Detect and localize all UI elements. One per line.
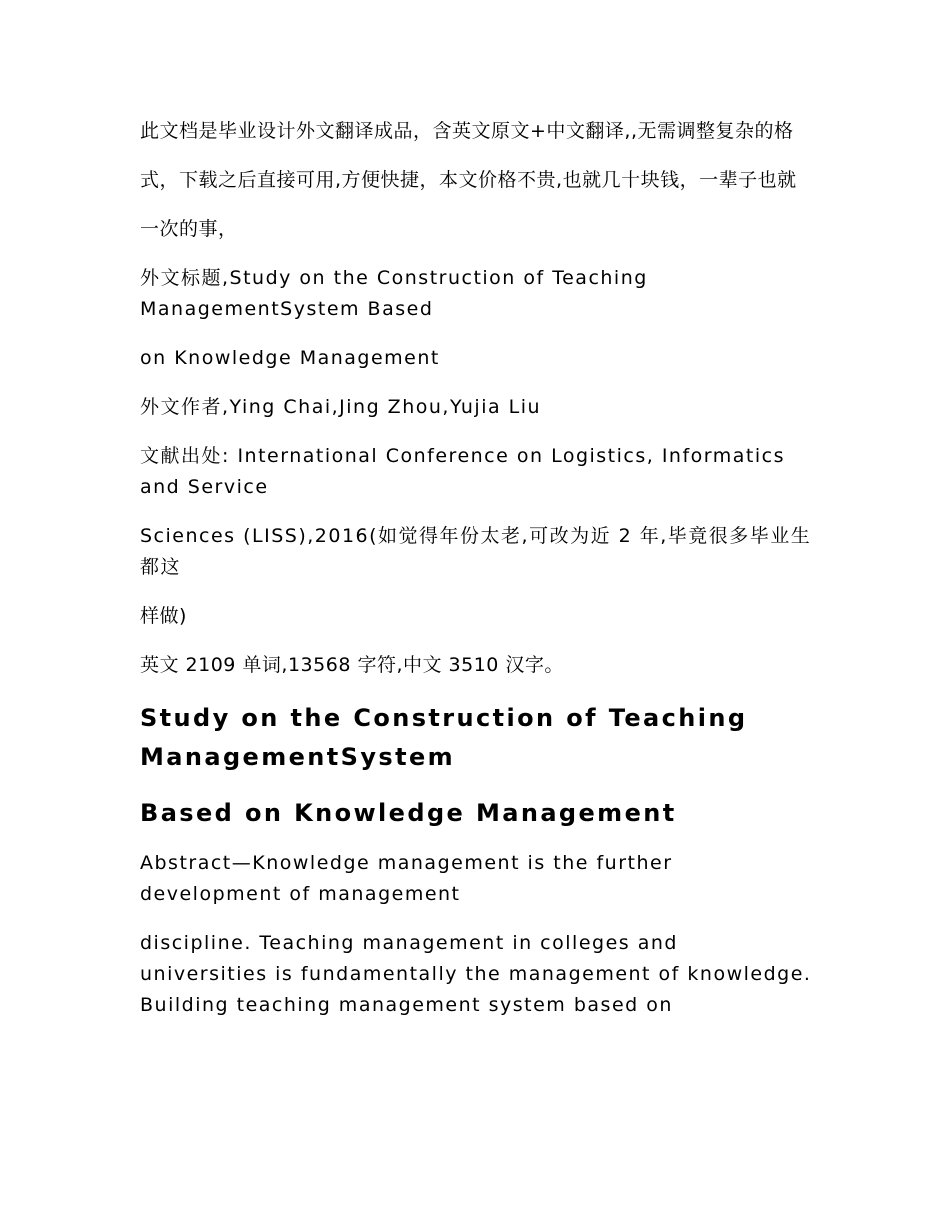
source-authors: 外文作者,Ying Chai,Jing Zhou,Yujia Liu [140,396,542,418]
document-body [140,116,812,1021]
paper-title-line-2: Based on Knowledge Management [140,799,677,827]
source-venue-line-3: 样做) [140,605,187,627]
source-venue-line-2: Sciences (LISS),2016(如觉得年份太老,可改为近 2 年,毕竟很多毕业生都这 [140,525,812,578]
intro-paragraph-1: 此文档是毕业设计外文翻译成品，含英文原文+中文翻译,,无需调整复杂的格 [140,120,794,142]
word-count: 英文 2109 单词,13568 字符,中文 3510 汉字。 [140,654,564,676]
paper-title-line-1: Study on the Construction of Teaching ManagementSystem [140,704,748,771]
source-venue-line-1: 文献出处: International Conference on Logistics, Informatics and Service [140,445,785,498]
source-title-line-2: on Knowledge Management [140,347,440,369]
abstract-paragraph-1: Abstract—Knowledge management is the further development of management [140,852,673,905]
source-title-line-1: 外文标题,Study on the Construction of Teaching ManagementSystem Based [140,267,648,320]
abstract-paragraph-2: discipline. Teaching management in colleges and universities is fundamentally the management of knowledge. Building teaching management system based on [140,932,812,1016]
intro-paragraph-3: 一次的事， [140,218,238,240]
intro-paragraph-2: 式，下载之后直接可用,方便快捷，本文价格不贵,也就几十块钱，一辈子也就 [140,169,797,191]
